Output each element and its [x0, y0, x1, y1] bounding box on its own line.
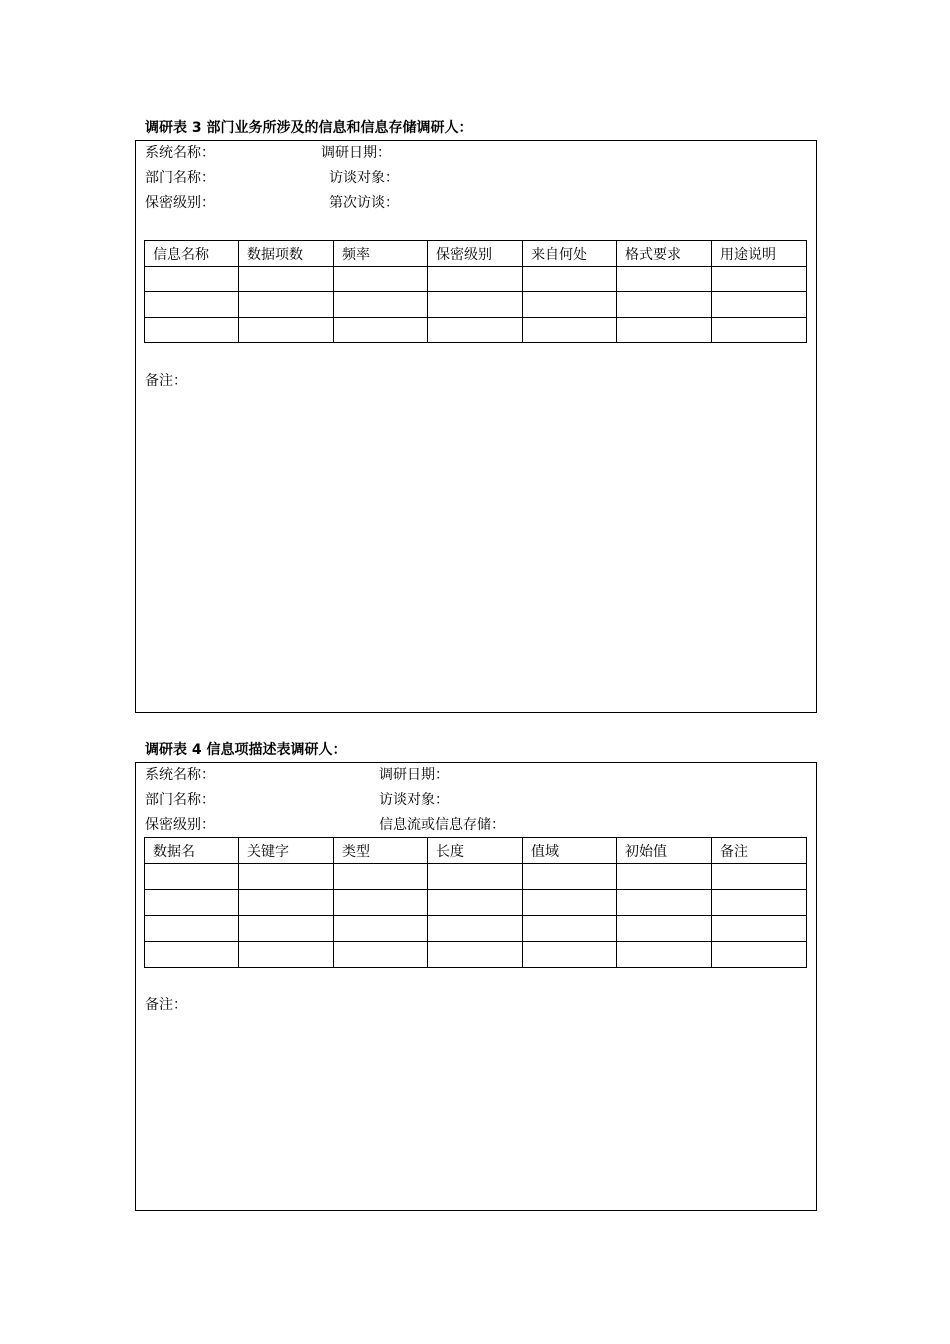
table-cell[interactable]	[145, 942, 239, 968]
table-cell[interactable]	[334, 318, 428, 343]
table-header-cell: 数据名	[145, 838, 239, 864]
table-row	[145, 292, 807, 318]
table-cell[interactable]	[428, 267, 523, 292]
table-cell[interactable]	[239, 318, 334, 343]
table-cell[interactable]	[239, 916, 334, 942]
table-cell[interactable]	[712, 267, 807, 292]
table-cell[interactable]	[145, 292, 239, 318]
form3-survey-date-label: 调研日期：	[321, 145, 391, 161]
table-row	[145, 916, 807, 942]
table-cell[interactable]	[334, 942, 428, 968]
table-cell[interactable]	[523, 890, 617, 916]
table-cell[interactable]	[617, 267, 712, 292]
table-header-cell: 关键字	[239, 838, 334, 864]
table-header-cell: 数据项数	[239, 241, 334, 267]
table-cell[interactable]	[617, 916, 712, 942]
table-cell[interactable]	[428, 318, 523, 343]
table-cell[interactable]	[239, 864, 334, 890]
table-cell[interactable]	[617, 864, 712, 890]
table-header-cell: 来自何处	[523, 241, 617, 267]
form4-interviewee-label: 访谈对象：	[379, 792, 449, 808]
table-cell[interactable]	[712, 864, 807, 890]
form4-table-header-row	[145, 838, 807, 864]
table-row	[145, 890, 807, 916]
table-cell[interactable]	[239, 267, 334, 292]
table-row	[145, 942, 807, 968]
table-cell[interactable]	[239, 292, 334, 318]
table-header-cell: 信息名称	[145, 241, 239, 267]
table-cell[interactable]	[145, 890, 239, 916]
table-cell[interactable]	[145, 267, 239, 292]
form3-remark-label: 备注：	[145, 373, 187, 389]
form4-system-name-label: 系统名称：	[145, 767, 215, 783]
table-header-cell: 保密级别	[428, 241, 523, 267]
table-cell[interactable]	[523, 267, 617, 292]
form3-title: 调研表 3 部门业务所涉及的信息和信息存储调研人：	[145, 120, 473, 136]
table-cell[interactable]	[239, 890, 334, 916]
table-header-cell: 类型	[334, 838, 428, 864]
form3-security-level-label: 保密级别：	[145, 195, 215, 211]
table-row	[145, 318, 807, 343]
table-cell[interactable]	[712, 916, 807, 942]
table-cell[interactable]	[617, 318, 712, 343]
table-cell[interactable]	[428, 890, 523, 916]
form3-table-header-row	[145, 241, 807, 267]
table-cell[interactable]	[712, 942, 807, 968]
table-header-cell: 长度	[428, 838, 523, 864]
table-cell[interactable]	[428, 292, 523, 318]
table-cell[interactable]	[712, 890, 807, 916]
table-cell[interactable]	[239, 942, 334, 968]
form4-security-level-label: 保密级别：	[145, 817, 215, 833]
form4-title: 调研表 4 信息项描述表调研人：	[145, 742, 347, 758]
form3-system-name-label: 系统名称：	[145, 145, 215, 161]
table-cell[interactable]	[334, 864, 428, 890]
form4-dept-name-label: 部门名称：	[145, 792, 215, 808]
table-cell[interactable]	[712, 318, 807, 343]
table-cell[interactable]	[523, 916, 617, 942]
table-header-cell: 用途说明	[712, 241, 807, 267]
table-row	[145, 864, 807, 890]
form4-remark-label: 备注：	[145, 997, 187, 1013]
form4-survey-date-label: 调研日期：	[379, 767, 449, 783]
table-cell[interactable]	[523, 864, 617, 890]
table-cell[interactable]	[334, 890, 428, 916]
table-cell[interactable]	[334, 267, 428, 292]
table-cell[interactable]	[428, 916, 523, 942]
table-cell[interactable]	[428, 864, 523, 890]
table-header-cell: 格式要求	[617, 241, 712, 267]
table-header-cell: 备注	[712, 838, 807, 864]
table-row	[145, 267, 807, 292]
table-header-cell: 频率	[334, 241, 428, 267]
form3-info-table	[144, 240, 807, 343]
table-header-cell: 值域	[523, 838, 617, 864]
table-cell[interactable]	[617, 890, 712, 916]
form4-info-flow-label: 信息流或信息存储：	[379, 817, 505, 833]
table-cell[interactable]	[428, 942, 523, 968]
table-cell[interactable]	[523, 942, 617, 968]
table-cell[interactable]	[145, 916, 239, 942]
form3-interviewee-label: 访谈对象：	[329, 170, 399, 186]
table-header-cell: 初始值	[617, 838, 712, 864]
table-cell[interactable]	[617, 292, 712, 318]
table-cell[interactable]	[145, 318, 239, 343]
table-cell[interactable]	[523, 292, 617, 318]
table-cell[interactable]	[334, 292, 428, 318]
table-cell[interactable]	[617, 942, 712, 968]
table-cell[interactable]	[523, 318, 617, 343]
form3-dept-name-label: 部门名称：	[145, 170, 215, 186]
form3-interview-no-label: 第次访谈：	[329, 195, 399, 211]
table-cell[interactable]	[334, 916, 428, 942]
table-cell[interactable]	[712, 292, 807, 318]
table-cell[interactable]	[145, 864, 239, 890]
form4-data-table	[144, 837, 807, 968]
form3-box	[135, 140, 817, 713]
